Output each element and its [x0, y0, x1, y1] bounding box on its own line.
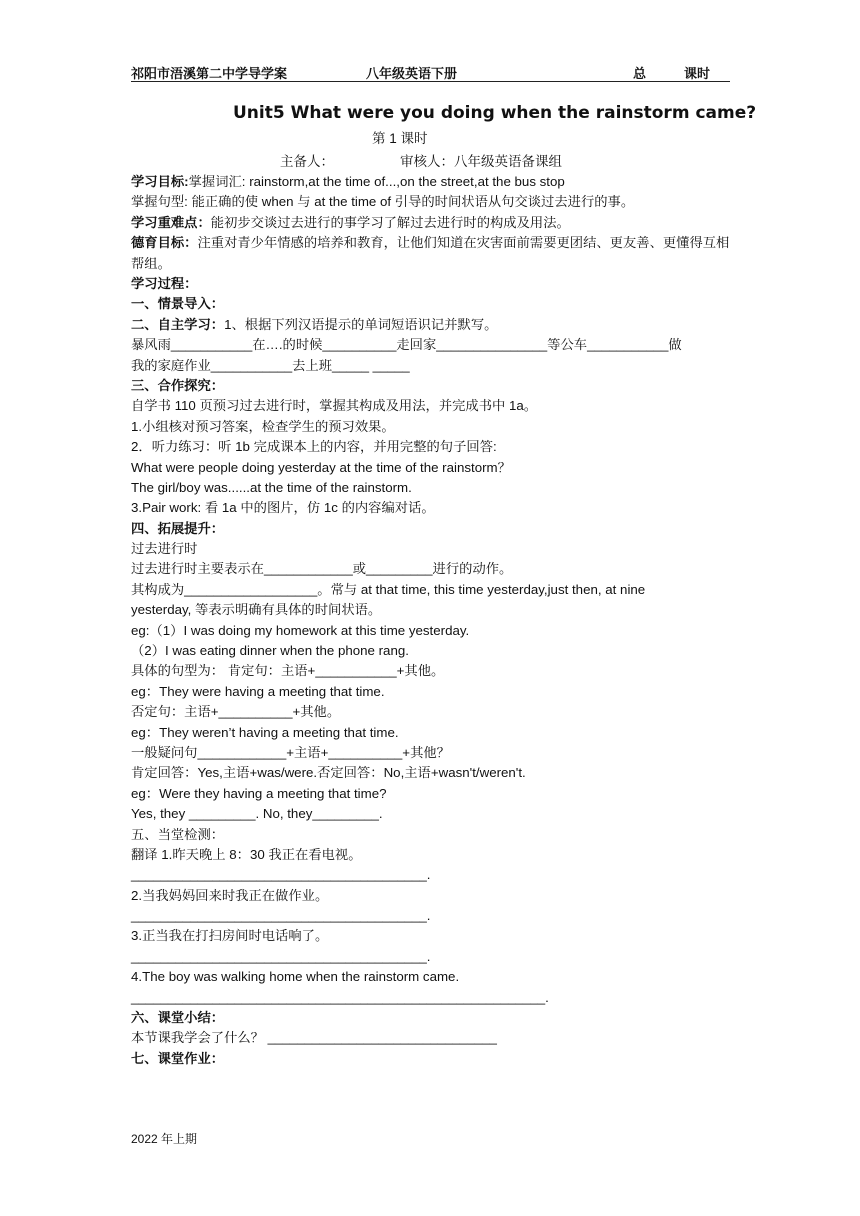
- section-4-line: 其构成为__________________。常与 at that time, this time yesterday,just then, at nine: [131, 581, 646, 597]
- section-4-line: 过去进行时: [131, 541, 198, 557]
- section-4-line: 一般疑问句____________+主语+__________+其他？: [131, 744, 450, 760]
- header-period: 课时: [684, 66, 711, 81]
- section-4-line: eg：Were they having a meeting that time?: [131, 785, 387, 801]
- summary-line: 本节课我学会了什么？ _______________________________: [131, 1030, 497, 1046]
- translation-item: 翻译 1.昨天晚上 8：30 我正在看电视。: [131, 846, 362, 862]
- translation-item: 2.当我妈妈回来时我正在做作业。: [131, 887, 329, 903]
- header-book: 八年级英语下册: [366, 66, 458, 81]
- section-4-line: 过去进行时主要表示在____________或_________进行的动作。: [131, 561, 513, 577]
- preparer-label: 主备人：: [280, 154, 334, 169]
- section-4-line: Yes, they _________. No, they_________.: [131, 806, 383, 822]
- section-3-line: 3.Pair work: 看 1a 中的图片，仿 1c 的内容编对话。: [131, 500, 435, 516]
- section-4-line: yesterday, 等表示明确有具体的时间状语。: [131, 602, 382, 618]
- authors-line: [280, 150, 562, 170]
- moral-goal: [131, 233, 731, 274]
- section-4-line: 否定句：主语+__________+其他。: [131, 704, 341, 720]
- section-2-heading: 二、自主学习：1、根据下列汉语提示的单词短语识记并默写。: [131, 316, 498, 332]
- goals-line-2: 掌握句型: 能正确的使 when 与 at the time of 引导的时间状语从句交谈过去进行的事。: [131, 194, 635, 210]
- section-4-heading: 四、拓展提升：: [131, 520, 225, 536]
- section-3-line: 自学书 110 页预习过去进行时，掌握其构成及用法，并完成书中 1a。: [131, 398, 538, 414]
- section-4-line: eg:（1）I was doing my homework at this time yesterday.: [131, 622, 470, 638]
- goals-line: [131, 172, 731, 192]
- section-3-line: 2．听力练习：听 1b 完成课本上的内容，并用完整的句子回答:: [131, 439, 497, 455]
- section-3-line: The girl/boy was......at the time of the rainstorm.: [131, 479, 412, 495]
- section-1-heading: 一、情景导入：: [131, 296, 225, 312]
- header-total: 总: [633, 66, 647, 81]
- answer-blank: ________________________________________.: [131, 908, 431, 924]
- lesson-number: 第 1 课时: [372, 131, 428, 146]
- moral-text: 注重对青少年情感的培养和教育，让他们知道在灾害面前需要更团结、更友善、更懂得互相帮组。: [131, 235, 730, 271]
- process-heading: 学习过程：: [131, 275, 198, 291]
- vocab-blanks-2: 我的家庭作业___________去上班_____ _____: [131, 357, 410, 373]
- key-points-line: [131, 213, 731, 233]
- section-3-line: 1.小组核对预习答案，检查学生的预习效果。: [131, 418, 395, 434]
- header-school: 祁阳市浯溪第二中学导学案: [131, 66, 288, 81]
- answer-blank: ________________________________________.: [131, 867, 431, 883]
- page-header: [131, 61, 730, 82]
- section-6-heading: 六、课堂小结：: [131, 1010, 225, 1026]
- section-5-heading: 五、当堂检测：: [131, 826, 225, 842]
- answer-blank: ________________________________________.: [131, 948, 431, 964]
- document-body: [131, 172, 731, 1069]
- key-points-text: 能初步交谈过去进行的事学习了解过去进行时的构成及用法。: [210, 214, 570, 230]
- section-4-line: （2）I was eating dinner when the phone rang.: [131, 643, 409, 659]
- goals-text: 掌握词汇: rainstorm,at the time of...,on the street,at the bus stop: [188, 174, 565, 189]
- page-title: Unit5 What were you doing when the rainstorm came?: [233, 103, 757, 123]
- section-4-line: eg：They were having a meeting that time.: [131, 683, 385, 699]
- translation-item: 4.The boy was walking home when the rainstorm came.: [131, 969, 460, 985]
- section-4-line: 具体的句型为： 肯定句：主语+___________+其他。: [131, 663, 445, 679]
- section-4-line: 肯定回答：Yes,主语+was/were.否定回答：No,主语+wasn't/weren't.: [131, 765, 526, 781]
- section-3-line: What were people doing yesterday at the time of the rainstorm？: [131, 459, 511, 475]
- section-3-heading: 三、合作探究：: [131, 377, 225, 393]
- translation-item: 3.正当我在打扫房间时电话响了。: [131, 928, 329, 944]
- vocab-blanks-1: 暴风雨___________在….的时候__________走回家_______________等公车___________做: [131, 337, 682, 353]
- page-footer: 2022 年上期: [131, 1132, 198, 1146]
- section-7-heading: 七、课堂作业：: [131, 1050, 225, 1066]
- reviewer-label: 审核人：八年级英语备课组: [400, 154, 562, 169]
- answer-blank: ________________________________________________________.: [131, 989, 549, 1005]
- goals-label: 学习目标:: [131, 174, 189, 189]
- section-4-line: eg：They weren’t having a meeting that time.: [131, 724, 399, 740]
- section-2-intro: 1、根据下列汉语提示的单词短语识记并默写。: [224, 316, 498, 332]
- moral-label: 德育目标：: [131, 235, 198, 251]
- key-points-label: 学习重难点：: [131, 214, 211, 230]
